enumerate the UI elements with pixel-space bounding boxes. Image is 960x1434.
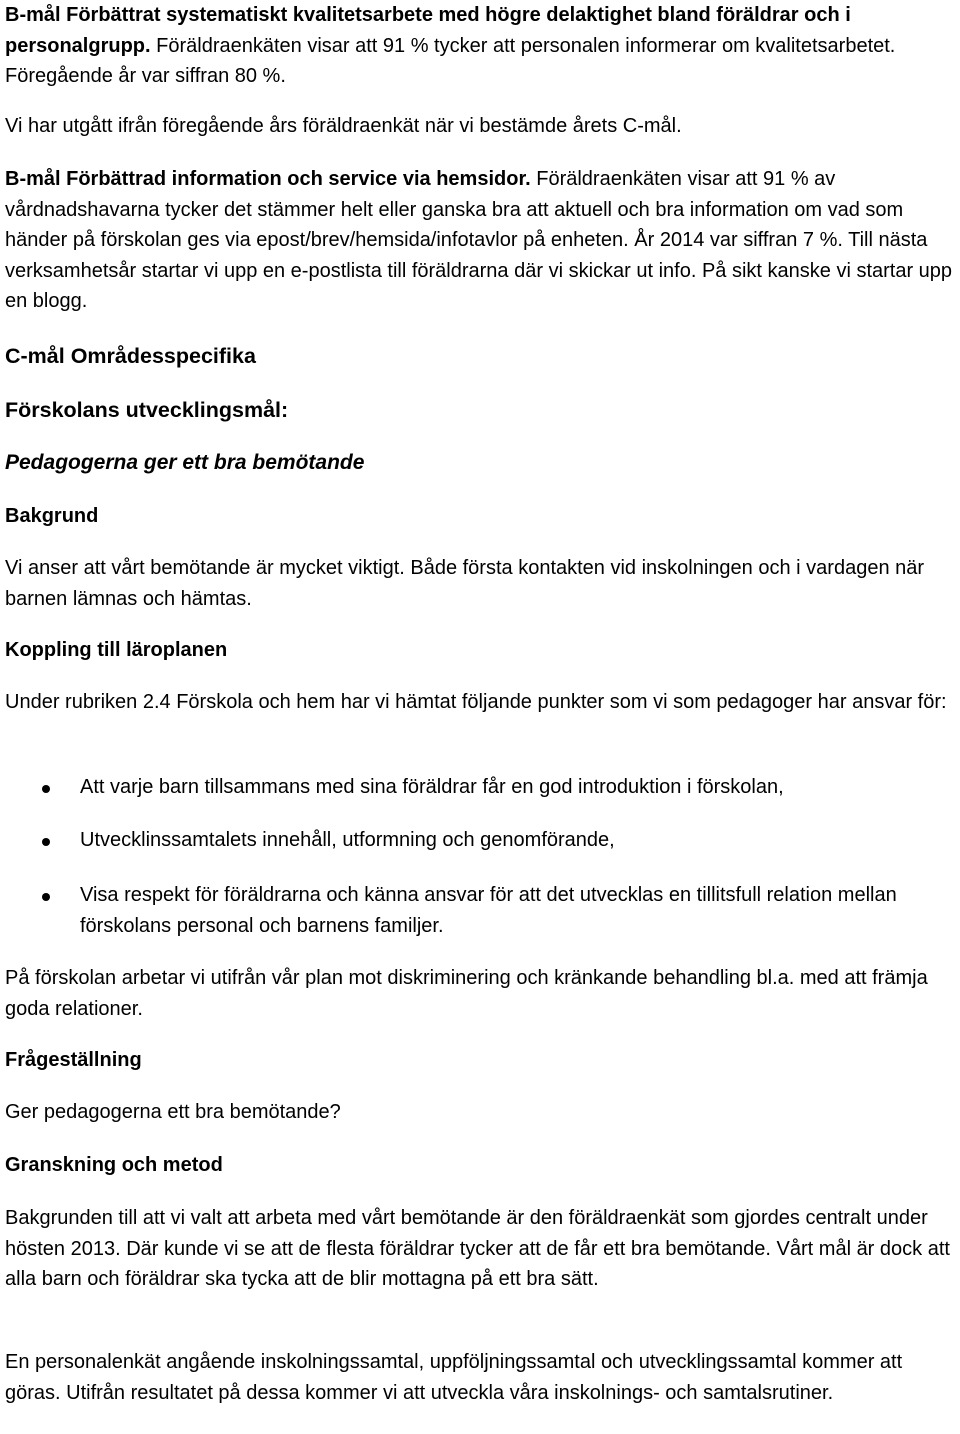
heading-pedagogerna: Pedagogerna ger ett bra bemötande [5,451,365,474]
paragraph-koppling: Under rubriken 2.4 Förskola och hem har vi hämtat följande punkter som vi som pedagoger har ansvar för: [5,691,947,713]
paragraph-b-mal-kvalitet [5,0,957,92]
list-item-text: Utvecklinssamtalets innehåll, utformning och genomförande, [80,829,615,851]
paragraph-granskning-1: Bakgrunden till att vi valt att arbeta med vårt bemötande är den föräldraenkät som gjordes centralt under hösten 2013. Där kunde vi se att de flesta föräldrar tycker att de får ett bra bemötande. Vårt mål är dock att alla barn och föräldrar ska tycka att de blir mottagna på ett bra sätt. [5,1207,950,1290]
paragraph-foraldraenkat: Vi har utgått ifrån föregående års föräldraenkät när vi bestämde årets C-mål. [5,115,682,137]
paragraph-b-mal-hemsidor [5,164,957,317]
heading-bakgrund: Bakgrund [5,505,99,527]
list-item-text: Visa respekt för föräldrarna och känna ansvar för att det utvecklas en tillitsfull relation mellan förskolans personal och barnens familjer. [80,884,897,937]
heading-granskning: Granskning och metod [5,1154,223,1176]
heading-b-mal-hemsidor: B-mål Förbättrad information och service via hemsidor. [5,168,531,190]
bullet-icon [42,838,50,846]
text-b-mal-kvalitet: Föräldraenkäten visar att 91 % tycker att personalen informerar om kvalitetsarbetet. Föregående år var siffran 80 %. [5,34,896,87]
heading-utvecklingsmal: Förskolans utvecklingsmål: [5,398,289,422]
bullet-icon [42,785,50,793]
heading-b-mal-kvalitet: B-mål Förbättrat systematiskt kvalitetsarbete med högre delaktighet bland föräldrar och i personalgrupp. [5,4,851,57]
paragraph-fragestallning: Ger pedagogerna ett bra bemötande? [5,1101,341,1123]
list-item-text: Att varje barn tillsammans med sina föräldrar får en god introduktion i förskolan, [80,776,784,798]
paragraph-granskning-2: En personalenkät angående inskolningssamtal, uppföljningssamtal och utvecklingssamtal kommer att göras. Utifrån resultatet på dessa kommer vi att utveckla våra inskolnings- och samtalsrutiner. [5,1351,903,1404]
paragraph-bakgrund: Vi anser att vårt bemötande är mycket viktigt. Både första kontakten vid inskolningen och i vardagen när barnen lämnas och hämtas. [5,557,925,610]
paragraph-plan: På förskolan arbetar vi utifrån vår plan mot diskriminering och kränkande behandling bl.a. med att främja goda relationer. [5,967,928,1020]
bullet-icon [42,893,50,901]
heading-koppling: Koppling till läroplanen [5,639,228,661]
heading-c-mal: C-mål Områdesspecifika [5,344,256,368]
heading-fragestallning: Frågeställning [5,1049,142,1071]
text-b-mal-hemsidor: Föräldraenkäten visar att 91 % av vårdnadshavarna tycker det stämmer helt eller ganska bra att aktuell och bra information om vad som händer på förskolan ges via epost/brev/hemsida/infotavlor på enheten. År 2014 var siffran 7 %. Till nästa verksamhetsår startar vi upp en e-postlista till föräldrarna där vi skickar ut info. På sikt kanske vi startar upp en blogg. [5,168,953,312]
